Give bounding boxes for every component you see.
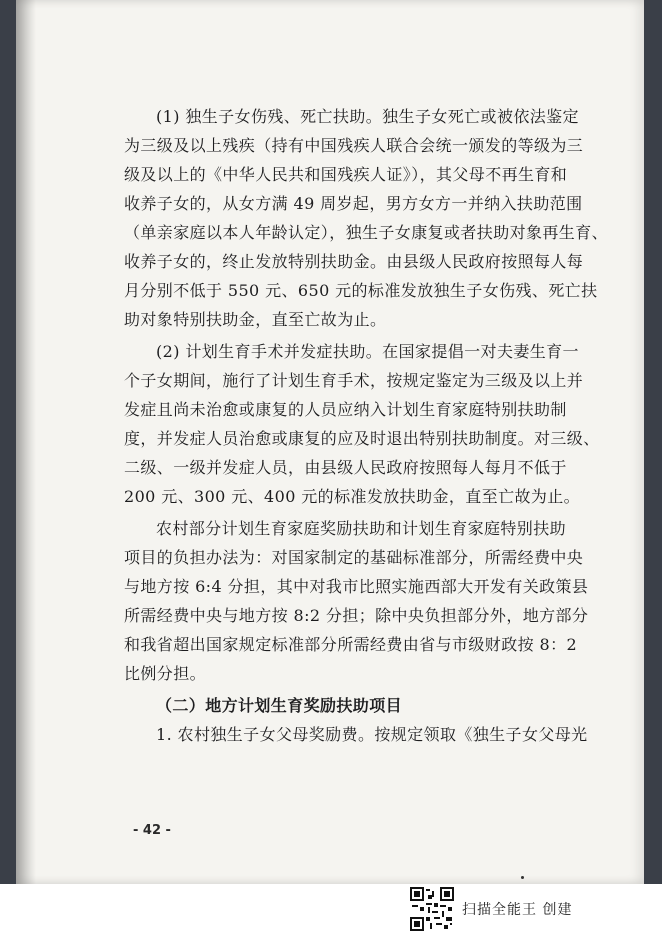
text-line: 所需经费中央与地方按 8:2 分担；除中央负担部分外，地方部分	[124, 606, 589, 625]
text-line: 助对象特别扶助金，直至亡故为止。	[124, 310, 387, 329]
text-line: 与地方按 6:4 分担，其中对我市比照实施西部大开发有关政策县	[124, 577, 589, 596]
scan-speck	[521, 876, 524, 879]
qr-code-icon	[410, 887, 454, 931]
text-line: (1) 独生子女伤残、死亡扶助。独生子女死亡或被依法鉴定	[156, 107, 579, 126]
text-line: 发症且尚未治愈或康复的人员应纳入计划生育家庭特别扶助制	[124, 400, 567, 419]
page-binding-shadow	[16, 0, 36, 884]
watermark-text: 扫描全能王 创建	[462, 902, 573, 918]
text-line: 和我省超出国家规定标准部分所需经费由省与市级财政按 8：2	[124, 635, 578, 654]
text-line: 农村部分计划生育家庭奖励扶助和计划生育家庭特别扶助	[156, 519, 567, 538]
text-line: 1. 农村独生子女父母奖励费。按规定领取《独生子女父母光	[156, 725, 588, 744]
text-line: 个子女期间，施行了计划生育手术，按规定鉴定为三级及以上并	[124, 371, 584, 390]
text-line: 收养子女的，终止发放特别扶助金。由县级人民政府按照每人每	[124, 252, 584, 271]
text-line: 二级、一级并发症人员，由县级人民政府按照每人每月不低于	[124, 458, 567, 477]
text-line: 200 元、300 元、400 元的标准发放扶助金，直至亡故为止。	[124, 487, 581, 506]
text-line: 月分别不低于 550 元、650 元的标准发放独生子女伤残、死亡扶	[124, 281, 598, 300]
text-line: 收养子女的，从女方满 49 周岁起，男方女方一并纳入扶助范围	[124, 194, 583, 213]
text-line: 为三级及以上残疾（持有中国残疾人联合会统一颁发的等级为三	[124, 136, 584, 155]
scanner-watermark	[410, 887, 572, 931]
page-number: - 42 -	[133, 823, 171, 838]
text-line: （单亲家庭以本人年龄认定），独生子女康复或者扶助对象再生育、	[124, 223, 609, 242]
text-line: 项目的负担办法为：对国家制定的基础标准部分，所需经费中央	[124, 548, 584, 567]
text-line: 级及以上的《中华人民共和国残疾人证》），其父母不再生育和	[124, 165, 568, 184]
text-line: 比例分担。	[124, 664, 207, 683]
body-text	[124, 102, 620, 749]
text-line: 度，并发症人员治愈或康复的应及时退出特别扶助制度。对三级、	[124, 429, 600, 448]
text-line: (2) 计划生育手术并发症扶助。在国家提倡一对夫妻生育一	[156, 342, 579, 361]
section-heading: （二）地方计划生育奖励扶助项目	[156, 696, 403, 715]
